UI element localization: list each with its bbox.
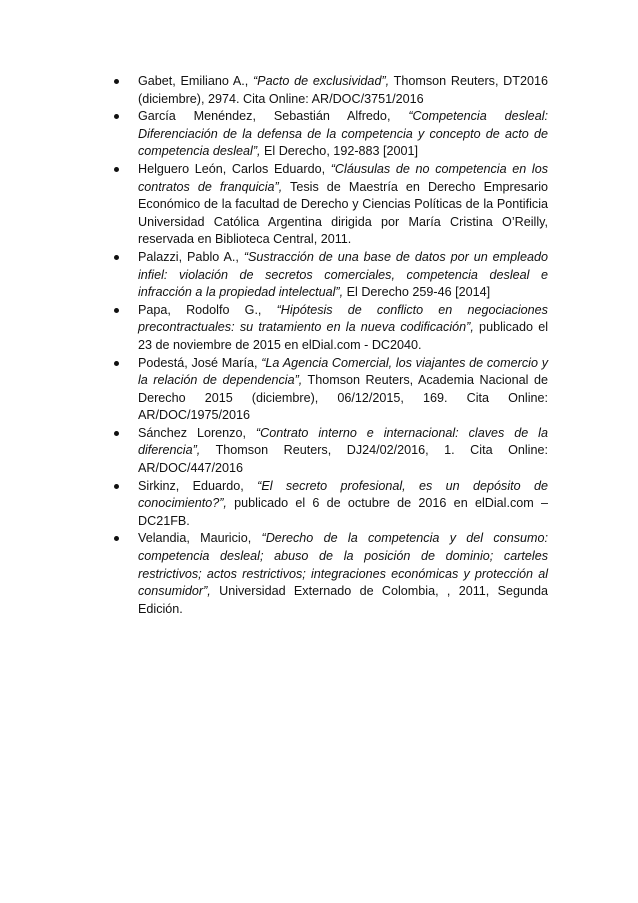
entry-author: García Menéndez, Sebastián Alfredo,: [138, 109, 409, 124]
entry-details: Thomson Reuters, DJ24/02/2016, 1. Cita Online: AR/DOC/447/2016: [138, 443, 548, 476]
bibliography-entry: [112, 108, 548, 161]
entry-author: Gabet, Emiliano A.,: [138, 74, 253, 88]
entry-title: “Sustracción de una base de datos por un empleado infiel: violación de secretos comerciales, competencia desleal e infracción a la propiedad intelectual”,: [138, 249, 548, 300]
bullet-icon: [114, 361, 119, 366]
entry-title: “Cláusulas de no competencia en los contratos de franquicia”,: [138, 161, 548, 194]
entry-author: Sirkinz, Eduardo,: [138, 478, 258, 493]
entry-author: Helguero León, Carlos Eduardo,: [138, 161, 331, 176]
entry-title: “La Agencia Comercial, los viajantes de comercio y la relación de dependencia”,: [138, 355, 548, 388]
entry-details: Universidad Externado de Colombia, , 2011, Segunda Edición.: [138, 584, 548, 616]
bullet-icon: [114, 536, 119, 541]
entry-details: publicado el 6 de octubre de 2016 en elDial.com – DC21FB.: [138, 496, 548, 528]
entry-author: Podestá, José María,: [138, 355, 262, 370]
bibliography-entry: [112, 302, 548, 355]
entry-details: El Derecho, 192-883 [2001]: [260, 144, 419, 159]
entry-title: “El secreto profesional, es un depósito de conocimiento?”,: [138, 478, 548, 511]
entry-details: Tesis de Maestría en Derecho Empresario Económico de la facultad de Derecho y Ciencias Políticas de la Pontificia Universidad Católica Argentina dirigida por María Cristina O’Reilly, reservada en Biblioteca Central, 2011.: [138, 179, 548, 247]
bullet-icon: [114, 79, 119, 84]
entry-details: El Derecho 259-46 [2014]: [343, 285, 491, 300]
bibliography-entry: [112, 530, 548, 618]
bibliography-entry: [112, 73, 548, 108]
bullet-icon: [114, 167, 119, 172]
entry-title: “Contrato interno e internacional: claves de la diferencia”,: [138, 425, 548, 458]
entry-details: Thomson Reuters, DT2016 (diciembre), 2974. Cita Online: AR/DOC/3751/2016: [138, 74, 548, 106]
bibliography-entry: [112, 425, 548, 478]
bibliography-list: [112, 73, 548, 618]
entry-author: Palazzi, Pablo A.,: [138, 249, 244, 264]
entry-author: Papa, Rodolfo G.,: [138, 302, 277, 317]
entry-title: “Hipótesis de conflicto en negociaciones precontractuales: su tratamiento en la nueva codificación”,: [138, 302, 548, 335]
bullet-icon: [114, 431, 119, 436]
entry-details: publicado el 23 de noviembre de 2015 en elDial.com - DC2040.: [138, 320, 548, 352]
entry-author: Sánchez Lorenzo,: [138, 425, 256, 440]
entry-title: “Derecho de la competencia y del consumo: competencia desleal; abuso de la posición de dominio; carteles restrictivos; actos restrictivos; integraciones económicas y protección al consumidor”,: [138, 531, 548, 599]
bibliography-entry: [112, 249, 548, 302]
bullet-icon: [114, 255, 119, 260]
bullet-icon: [114, 484, 119, 489]
bibliography-entry: [112, 478, 548, 531]
bullet-icon: [114, 308, 119, 313]
entry-title: “Pacto de exclusividad”,: [252, 74, 390, 88]
bullet-icon: [114, 114, 119, 119]
bibliography-entry: [112, 355, 548, 425]
entry-author: Velandia, Mauricio,: [138, 531, 262, 546]
bibliography-entry: [112, 161, 548, 249]
entry-details: Thomson Reuters, Academia Nacional de Derecho 2015 (diciembre), 06/12/2015, 169. Cita Online: AR/DOC/1975/2016: [138, 373, 548, 423]
entry-title: “Competencia desleal: Diferenciación de la defensa de la competencia y concepto de acto de competencia desleal”,: [138, 109, 548, 159]
